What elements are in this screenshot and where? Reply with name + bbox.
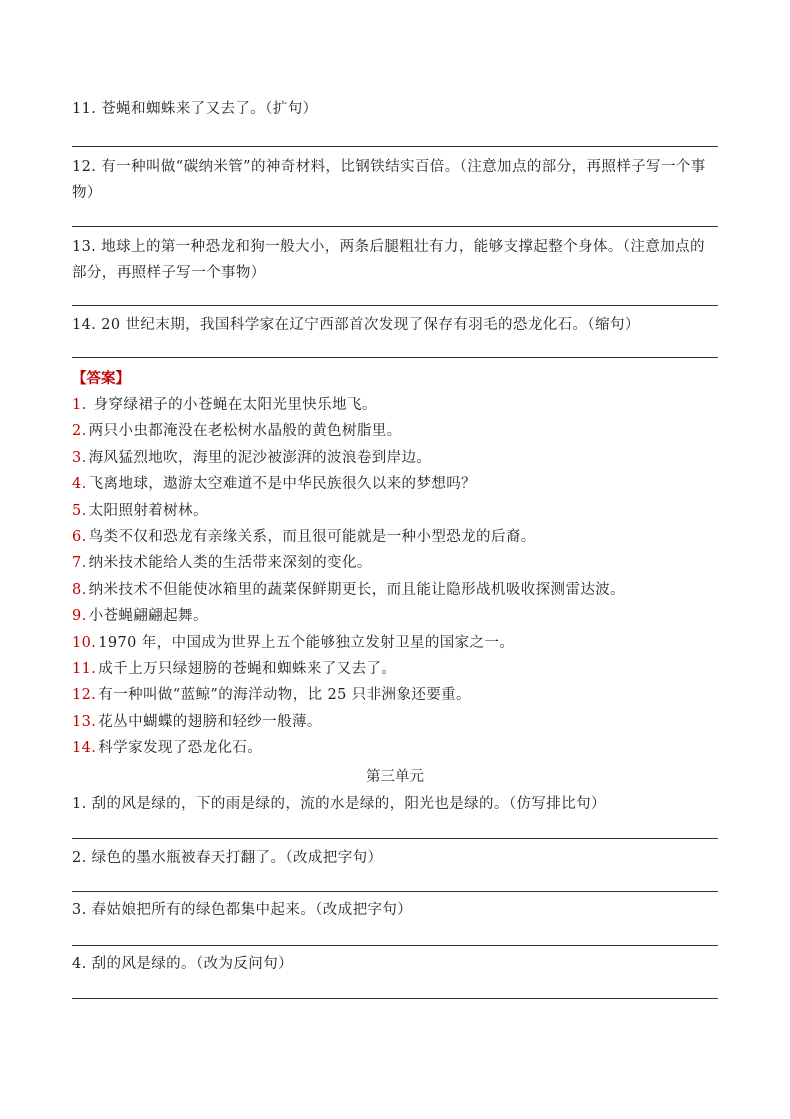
answer-text: 身穿绿裙子的小苍蝇在太阳光里快乐地飞。 bbox=[88, 397, 377, 413]
answer-line bbox=[72, 838, 718, 839]
answer-item bbox=[72, 392, 718, 418]
answer-number: 10. bbox=[72, 634, 97, 651]
answer-number: 12. bbox=[72, 687, 97, 704]
answer-line bbox=[72, 998, 718, 999]
question-11 bbox=[72, 96, 718, 122]
answer-number: 8. bbox=[72, 581, 87, 598]
answer-label: 【答案】 bbox=[72, 370, 130, 387]
question-12 bbox=[72, 154, 718, 206]
answer-line bbox=[72, 357, 718, 358]
answer-item bbox=[72, 550, 718, 576]
answer-line bbox=[72, 226, 718, 227]
unit3-question-1 bbox=[72, 791, 718, 817]
answer-item bbox=[72, 735, 718, 761]
answer-item bbox=[72, 603, 718, 629]
answer-text: 海风猛烈地吹，海里的泥沙被澎湃的波浪卷到岸边。 bbox=[88, 449, 432, 466]
answer-list bbox=[72, 392, 718, 762]
answer-number: 6. bbox=[72, 529, 87, 546]
answer-line bbox=[72, 146, 718, 147]
answer-item bbox=[72, 709, 718, 735]
answer-number: 11. bbox=[72, 661, 97, 678]
answer-text: 飞离地球，遨游太空难道不是中华民族很久以来的梦想吗？ bbox=[88, 476, 477, 493]
answer-number: 7. bbox=[72, 555, 87, 572]
answer-number: 14. bbox=[72, 740, 97, 757]
unit3-question-3 bbox=[72, 897, 718, 923]
question-text: 4. 刮的风是绿的。（改为反问句） bbox=[72, 956, 293, 972]
answer-text: 纳米技术能给人类的生活带来深刻的变化。 bbox=[88, 555, 372, 572]
answer-item bbox=[72, 471, 718, 497]
answer-text: 成千上万只绿翅膀的苍蝇和蜘蛛来了又去了。 bbox=[98, 661, 397, 678]
answer-item bbox=[72, 682, 718, 708]
answer-number: 5. bbox=[72, 502, 87, 519]
unit3-question-2 bbox=[72, 845, 718, 871]
answer-number: 1. bbox=[72, 397, 87, 413]
answer-number: 2. bbox=[72, 423, 87, 440]
question-14 bbox=[72, 312, 718, 338]
answer-item bbox=[72, 577, 718, 603]
answer-item bbox=[72, 445, 718, 471]
answer-line bbox=[72, 945, 718, 946]
answer-item bbox=[72, 524, 718, 550]
question-text: 12. 有一种叫做“碳纳米管”的神奇材料，比钢铁结实百倍。（注意加点的部分，再照样子写一个事物） bbox=[72, 159, 706, 201]
answer-number: 3. bbox=[72, 449, 87, 466]
answer-text: 鸟类不仅和恐龙有亲缘关系，而且很可能就是一种小型恐龙的后裔。 bbox=[88, 529, 536, 546]
answer-number: 4. bbox=[72, 476, 87, 493]
unit-title: 第三单元 bbox=[366, 769, 424, 785]
question-text: 11. 苍蝇和蜘蛛来了又去了。（扩句） bbox=[72, 101, 318, 117]
answer-text: 两只小虫都淹没在老松树水晶般的黄色树脂里。 bbox=[88, 423, 402, 440]
answer-item bbox=[72, 630, 718, 656]
answer-text: 纳米技术不但能使冰箱里的蔬菜保鲜期更长，而且能让隐形战机吸收探测雷达波。 bbox=[88, 581, 626, 598]
answer-text: 有一种叫做“蓝鲸”的海洋动物，比 25 只非洲象还要重。 bbox=[98, 687, 471, 704]
answer-line bbox=[72, 891, 718, 892]
answer-item bbox=[72, 418, 718, 444]
question-text: 3. 春姑娘把所有的绿色都集中起来。（改成把字句） bbox=[72, 902, 413, 918]
question-text: 13. 地球上的第一种恐龙和狗一般大小，两条后腿粗壮有力，能够支撑起整个身体。（注意加点的部分，再照样子写一个事物） bbox=[72, 239, 705, 281]
question-text: 2. 绿色的墨水瓶被春天打翻了。（改成把字句） bbox=[72, 850, 383, 866]
answer-text: 花丛中蝴蝶的翅膀和轻纱一般薄。 bbox=[98, 713, 322, 730]
answer-section bbox=[72, 366, 718, 762]
answer-text: 小苍蝇翩翩起舞。 bbox=[88, 608, 208, 625]
answer-number: 9. bbox=[72, 608, 87, 625]
answer-text: 1970 年，中国成为世界上五个能够独立发射卫星的国家之一。 bbox=[98, 634, 515, 651]
question-13 bbox=[72, 234, 718, 286]
question-text: 1. 刮的风是绿的，下的雨是绿的，流的水是绿的，阳光也是绿的。（仿写排比句） bbox=[72, 796, 606, 812]
answer-item bbox=[72, 498, 718, 524]
answer-number: 13. bbox=[72, 713, 97, 730]
unit3-question-4 bbox=[72, 951, 718, 977]
question-text: 14. 20 世纪末期，我国科学家在辽宁西部首次发现了保存有羽毛的恐龙化石。（缩句） bbox=[72, 317, 640, 333]
answer-line bbox=[72, 305, 718, 306]
answer-item bbox=[72, 656, 718, 682]
answer-text: 太阳照射着树林。 bbox=[88, 502, 208, 519]
answer-text: 科学家发现了恐龙化石。 bbox=[98, 740, 263, 757]
